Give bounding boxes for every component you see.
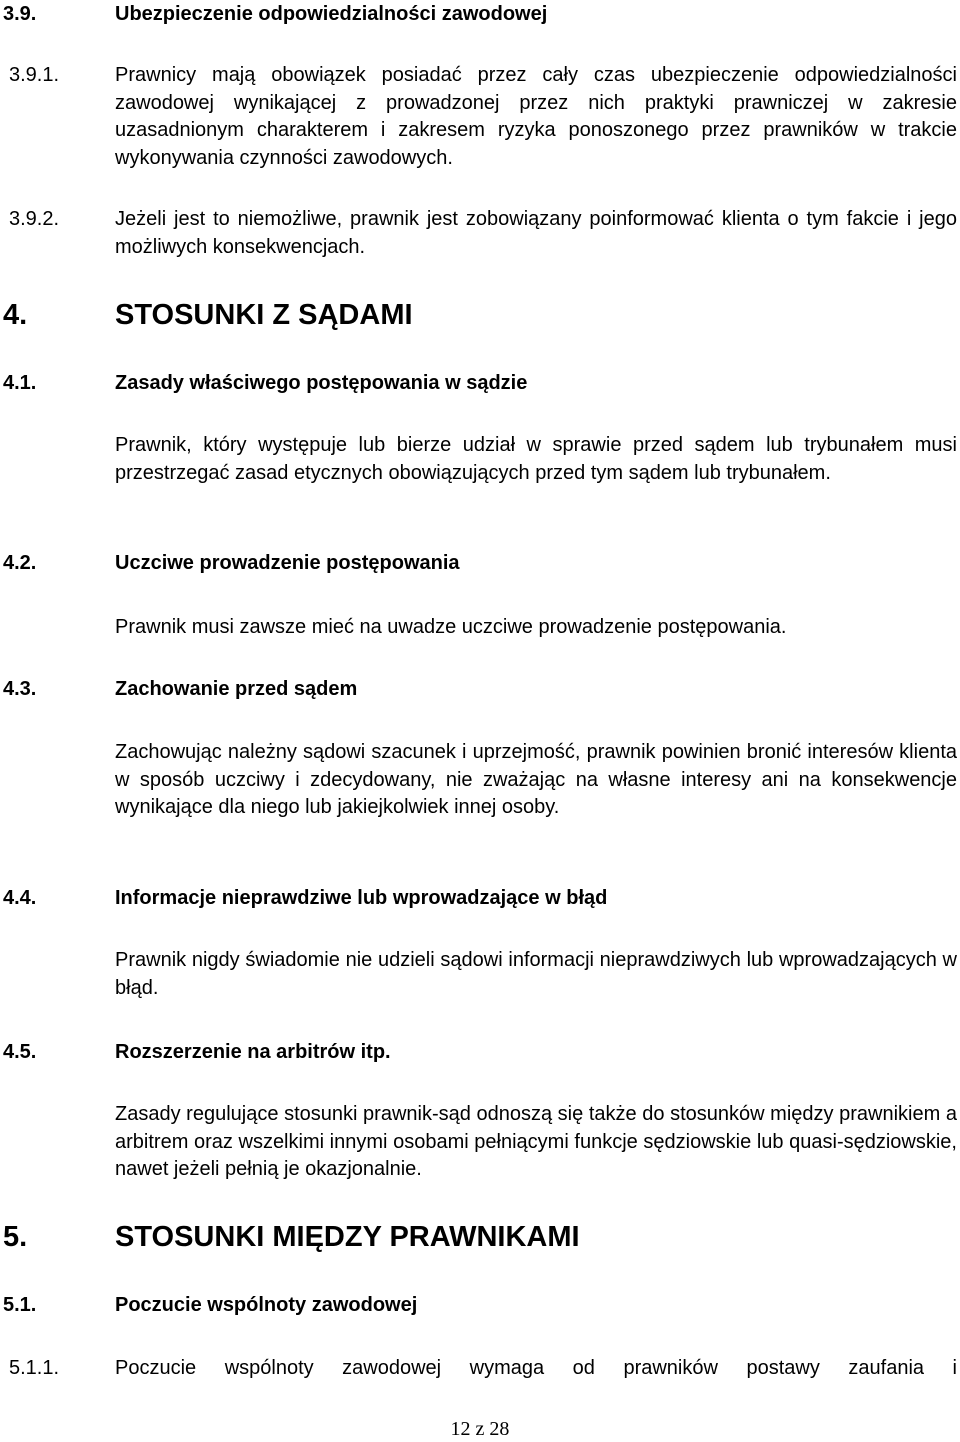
section-number: 5.1.	[3, 1294, 37, 1316]
section-number: 4.5.	[3, 1041, 37, 1063]
paragraph-text: Prawnicy mają obowiązek posiadać przez cały czas ubezpieczenie odpowiedzialności zawodowej wynikającej z prowadzonej przez nich praktyki prawniczej w zakresie uzasadnionym charakterem i zakresem ryzyka ponoszonego przez prawników w trakcie wykonywania czynności zawodowych.	[115, 64, 957, 169]
paragraph-text: Prawnik nigdy świadomie nie udzieli sądowi informacji nieprawdziwych lub wprowadzających w błąd.	[115, 949, 957, 999]
paragraph-number: 5.1.1.	[9, 1357, 60, 1379]
chapter-number: 5.	[3, 1221, 28, 1253]
chapter-number: 4.	[3, 299, 28, 331]
chapter-title: STOSUNKI Z SĄDAMI	[115, 299, 413, 331]
section-title: Uczciwe prowadzenie postępowania	[115, 552, 460, 574]
section-number: 4.4.	[3, 887, 37, 909]
paragraph-text: Zachowując należny sądowi szacunek i uprzejmość, prawnik powinien bronić interesów klienta w sposób uczciwy i zdecydowany, nie zważając na własne interesy ani na konsekwencje wynikające dla niego lub jakiejkolwiek innej osoby.	[115, 741, 957, 818]
section-number: 3.9.	[3, 3, 37, 25]
paragraph-text: Jeżeli jest to niemożliwe, prawnik jest zobowiązany poinformować klienta o tym fakcie i jego możliwych konsekwencjach.	[115, 208, 957, 258]
section-title: Zasady właściwego postępowania w sądzie	[115, 372, 528, 394]
section-title: Rozszerzenie na arbitrów itp.	[115, 1041, 391, 1063]
paragraph-number: 3.9.2.	[9, 208, 60, 230]
paragraph-text: Poczucie wspólnoty zawodowej wymaga od prawników postawy zaufania i	[115, 1357, 957, 1379]
section-title: Ubezpieczenie odpowiedzialności zawodowej	[115, 3, 548, 25]
page-number: 12 z 28	[450, 1418, 510, 1440]
paragraph-text: Prawnik, który występuje lub bierze udział w sprawie przed sądem lub trybunałem musi przestrzegać zasad etycznych obowiązujących przed tym sądem lub trybunałem.	[115, 434, 957, 484]
section-title: Informacje nieprawdziwe lub wprowadzające w błąd	[115, 887, 608, 909]
section-title: Zachowanie przed sądem	[115, 678, 358, 700]
paragraph-text: Zasady regulujące stosunki prawnik-sąd odnoszą się także do stosunków między prawnikiem a arbitrem oraz wszelkimi innymi osobami pełniącymi funkcje sędziowskie lub quasi-sędziowskie, nawet jeżeli pełnią je okazjonalnie.	[115, 1103, 957, 1180]
section-number: 4.2.	[3, 552, 37, 574]
paragraph-number: 3.9.1.	[9, 64, 60, 86]
chapter-title: STOSUNKI MIĘDZY PRAWNIKAMI	[115, 1221, 580, 1253]
section-title: Poczucie wspólnoty zawodowej	[115, 1294, 418, 1316]
section-number: 4.1.	[3, 372, 37, 394]
paragraph-text: Prawnik musi zawsze mieć na uwadze uczciwe prowadzenie postępowania.	[115, 616, 787, 638]
section-number: 4.3.	[3, 678, 37, 700]
